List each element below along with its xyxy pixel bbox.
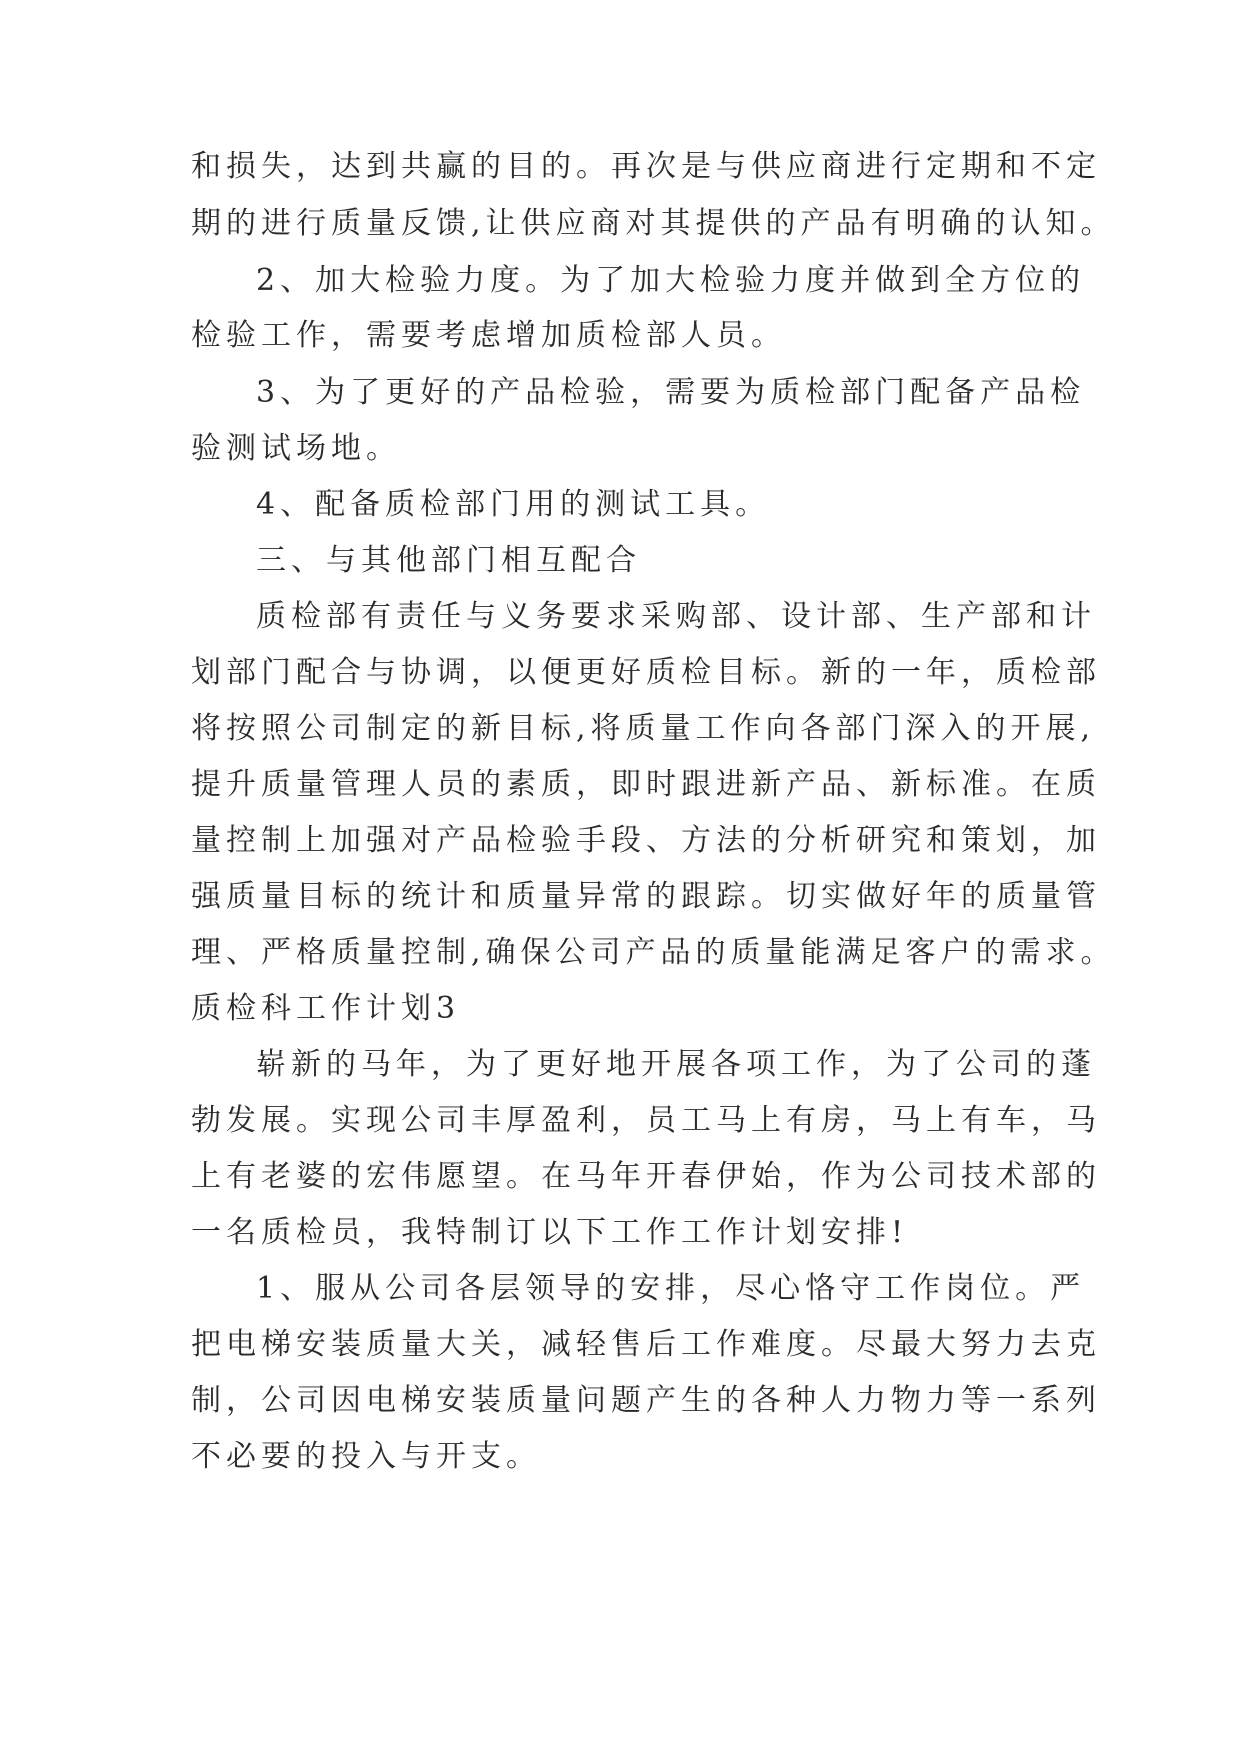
section-title: 质检科工作计划3 [191, 991, 461, 1026]
text-line: 1、服从公司各层领导的安排，尽心恪守工作岗位。严 [256, 1271, 1086, 1306]
text-line: 一名质检员，我特制订以下工作工作计划安排! [191, 1215, 909, 1250]
text-line: 强质量目标的统计和质量异常的跟踪。切实做好年的质量管 [191, 879, 1101, 914]
text-line: 量控制上加强对产品检验手段、方法的分析研究和策划，加 [191, 823, 1101, 858]
text-line: 期的进行质量反馈,让供应商对其提供的产品有明确的认知。 [191, 206, 1116, 241]
text-line: 制，公司因电梯安装质量问题产生的各种人力物力等一系列 [191, 1383, 1101, 1418]
text-line: 和损失，达到共赢的目的。再次是与供应商进行定期和不定 [191, 149, 1101, 184]
text-line: 崭新的马年，为了更好地开展各项工作，为了公司的蓬 [256, 1047, 1096, 1082]
text-line: 划部门配合与协调，以便更好质检目标。新的一年，质检部 [191, 655, 1101, 690]
text-line: 验测试场地。 [191, 431, 401, 466]
text-line: 质检部有责任与义务要求采购部、设计部、生产部和计 [256, 599, 1096, 634]
section-heading: 三、与其他部门相互配合 [256, 543, 641, 578]
text-line: 2、加大检验力度。为了加大检验力度并做到全方位的 [256, 263, 1086, 298]
text-line: 不必要的投入与开支。 [191, 1439, 541, 1474]
text-line: 检验工作，需要考虑增加质检部人员。 [191, 318, 786, 353]
text-line: 3、为了更好的产品检验，需要为质检部门配备产品检 [256, 375, 1086, 410]
text-line: 把电梯安装质量大关，减轻售后工作难度。尽最大努力去克 [191, 1327, 1101, 1362]
text-line: 上有老婆的宏伟愿望。在马年开春伊始，作为公司技术部的 [191, 1159, 1101, 1194]
text-line: 将按照公司制定的新目标,将质量工作向各部门深入的开展, [191, 711, 1096, 746]
text-line: 提升质量管理人员的素质，即时跟进新产品、新标准。在质 [191, 767, 1101, 802]
text-line: 理、严格质量控制,确保公司产品的质量能满足客户的需求。 [191, 935, 1116, 970]
text-line: 4、配备质检部门用的测试工具。 [256, 487, 771, 522]
text-line: 勃发展。实现公司丰厚盈利，员工马上有房，马上有车，马 [191, 1103, 1101, 1138]
